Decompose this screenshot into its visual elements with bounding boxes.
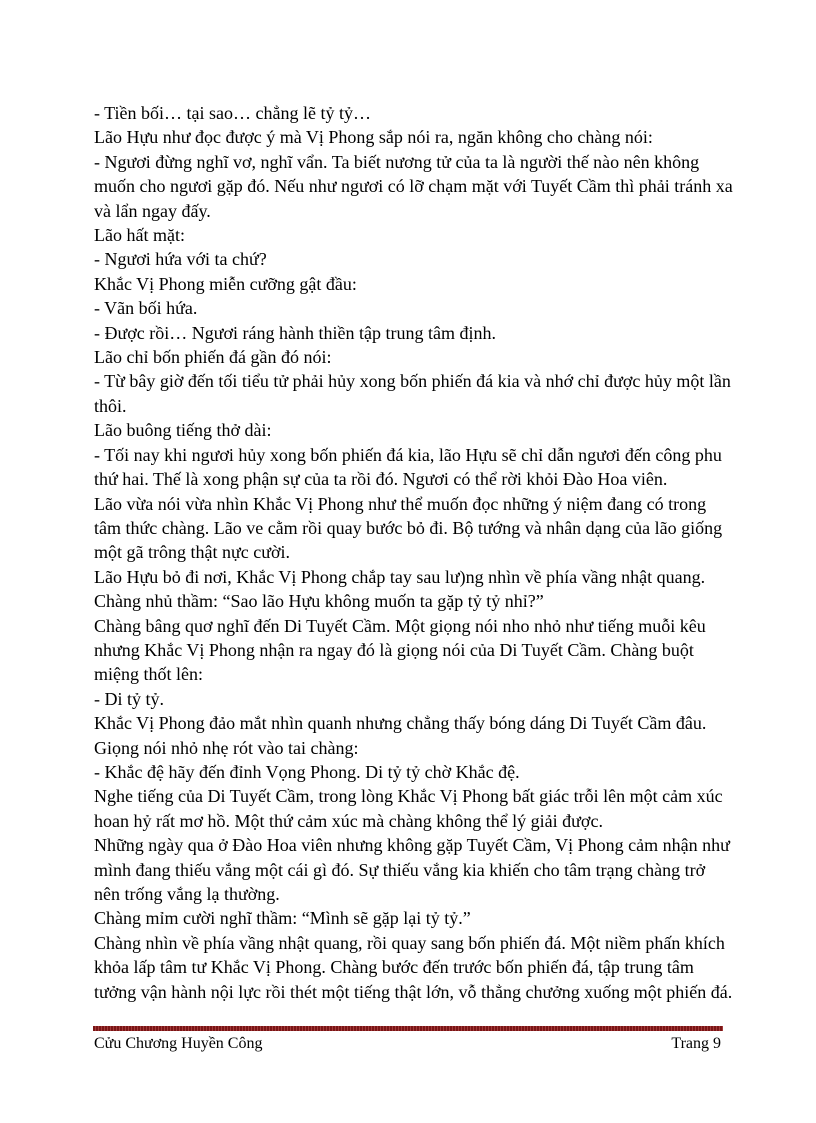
footer-page-number: Trang 9 bbox=[671, 1035, 721, 1052]
paragraph: Lão hất mặt: bbox=[94, 225, 185, 246]
page-body bbox=[94, 101, 734, 1004]
footer-book-title: Cửu Chương Huyền Công bbox=[94, 1035, 263, 1052]
paragraph: Khắc Vị Phong đảo mắt nhìn quanh nhưng chẳng thấy bóng dáng Di Tuyết Cầm đâu. Giọng nói nhỏ nhẹ rót vào tai chàng: bbox=[94, 713, 707, 758]
paragraph: Chàng nhìn về phía vầng nhật quang, rồi quay sang bốn phiến đá. Một niềm phấn khích khỏa lấp tâm tư Khắc Vị Phong. Chàng bước đến trước bốn phiến đá, tập trung tâm tưởng vận hành nội lực rồi thét một tiếng thật lớn, vỗ thẳng chưởng xuống một phiến đá. bbox=[94, 932, 733, 1002]
paragraph: Nghe tiếng của Di Tuyết Cầm, trong lòng Khắc Vị Phong bất giác trỗi lên một cảm xúc hoan hỷ rất mơ hồ. Một thứ cảm xúc mà chàng không thể lý giải được. bbox=[94, 786, 723, 831]
paragraph: - Khắc đệ hãy đến đỉnh Vọng Phong. Di tỷ tỷ chờ Khắc đệ. bbox=[94, 761, 520, 782]
paragraph: - Vãn bối hứa. bbox=[94, 298, 198, 319]
paragraph: - Ngươi đừng nghĩ vơ, nghĩ vẩn. Ta biết nương tử của ta là người thế nào nên không muốn cho ngươi gặp đó. Nếu như ngươi có lỡ chạm mặt với Tuyết Cầm thì phải tránh xa và lẩn ngay đấy. bbox=[94, 151, 733, 221]
paragraph: Những ngày qua ở Đào Hoa viên nhưng không gặp Tuyết Cầm, Vị Phong cảm nhận như mình đang thiếu vắng một cái gì đó. Sự thiếu vắng kia khiến cho tâm trạng chàng trở nên trống vắng lạ thường. bbox=[94, 835, 730, 904]
paragraph: Chàng bâng quơ nghĩ đến Di Tuyết Cầm. Một giọng nói nho nhỏ như tiếng muỗi kêu nhưng Khắc Vị Phong nhận ra ngay đó là giọng nói của Di Tuyết Cầm. Chàng buột miệng thốt lên: bbox=[94, 615, 706, 685]
paragraph: Lão chỉ bốn phiến đá gần đó nói: bbox=[94, 347, 332, 368]
paragraph: - Tiền bối… tại sao… chẳng lẽ tỷ tỷ… bbox=[94, 103, 371, 123]
paragraph: - Di tỷ tỷ. bbox=[94, 688, 164, 709]
paragraph: Lão vừa nói vừa nhìn Khắc Vị Phong như thể muốn đọc những ý niệm đang có trong tâm thức chàng. Lão ve cằm rồi quay bước bỏ đi. Bộ tướng và nhân dạng của lão giống một gã trông thật nực cười. bbox=[94, 493, 723, 563]
paragraph: Chàng mỉm cười nghĩ thầm: “Mình sẽ gặp lại tỷ tỷ.” bbox=[94, 908, 471, 929]
paragraph: Khắc Vị Phong miễn cưỡng gật đầu: bbox=[94, 273, 357, 294]
paragraph: - Ngươi hứa với ta chứ? bbox=[94, 249, 267, 270]
paragraph: - Từ bây giờ đến tối tiểu tử phải hủy xong bốn phiến đá kia và nhớ chỉ được hủy một lần thôi. bbox=[94, 371, 731, 416]
footer-divider bbox=[93, 1026, 723, 1031]
paragraph: Lão Hựu như đọc được ý mà Vị Phong sắp nói ra, ngăn không cho chàng nói: bbox=[94, 127, 653, 148]
paragraph: - Được rồi… Ngươi ráng hành thiền tập trung tâm định. bbox=[94, 322, 496, 343]
paragraph: - Tối nay khi ngươi hủy xong bốn phiến đá kia, lão Hựu sẽ chỉ dẫn ngươi đến công phu thứ hai. Thế là xong phận sự của ta rồi đó. Ngươi có thể rời khỏi Đào Hoa viên. bbox=[94, 444, 722, 490]
paragraph: Lão buông tiếng thở dài: bbox=[94, 420, 272, 441]
paragraph: Lão Hựu bỏ đi nơi, Khắc Vị Phong chắp tay sau lư)ng nhìn về phía vầng nhật quang. Chàng nhủ thầm: “Sao lão Hựu không muốn ta gặp tỷ tỷ nhỉ?” bbox=[94, 566, 706, 612]
